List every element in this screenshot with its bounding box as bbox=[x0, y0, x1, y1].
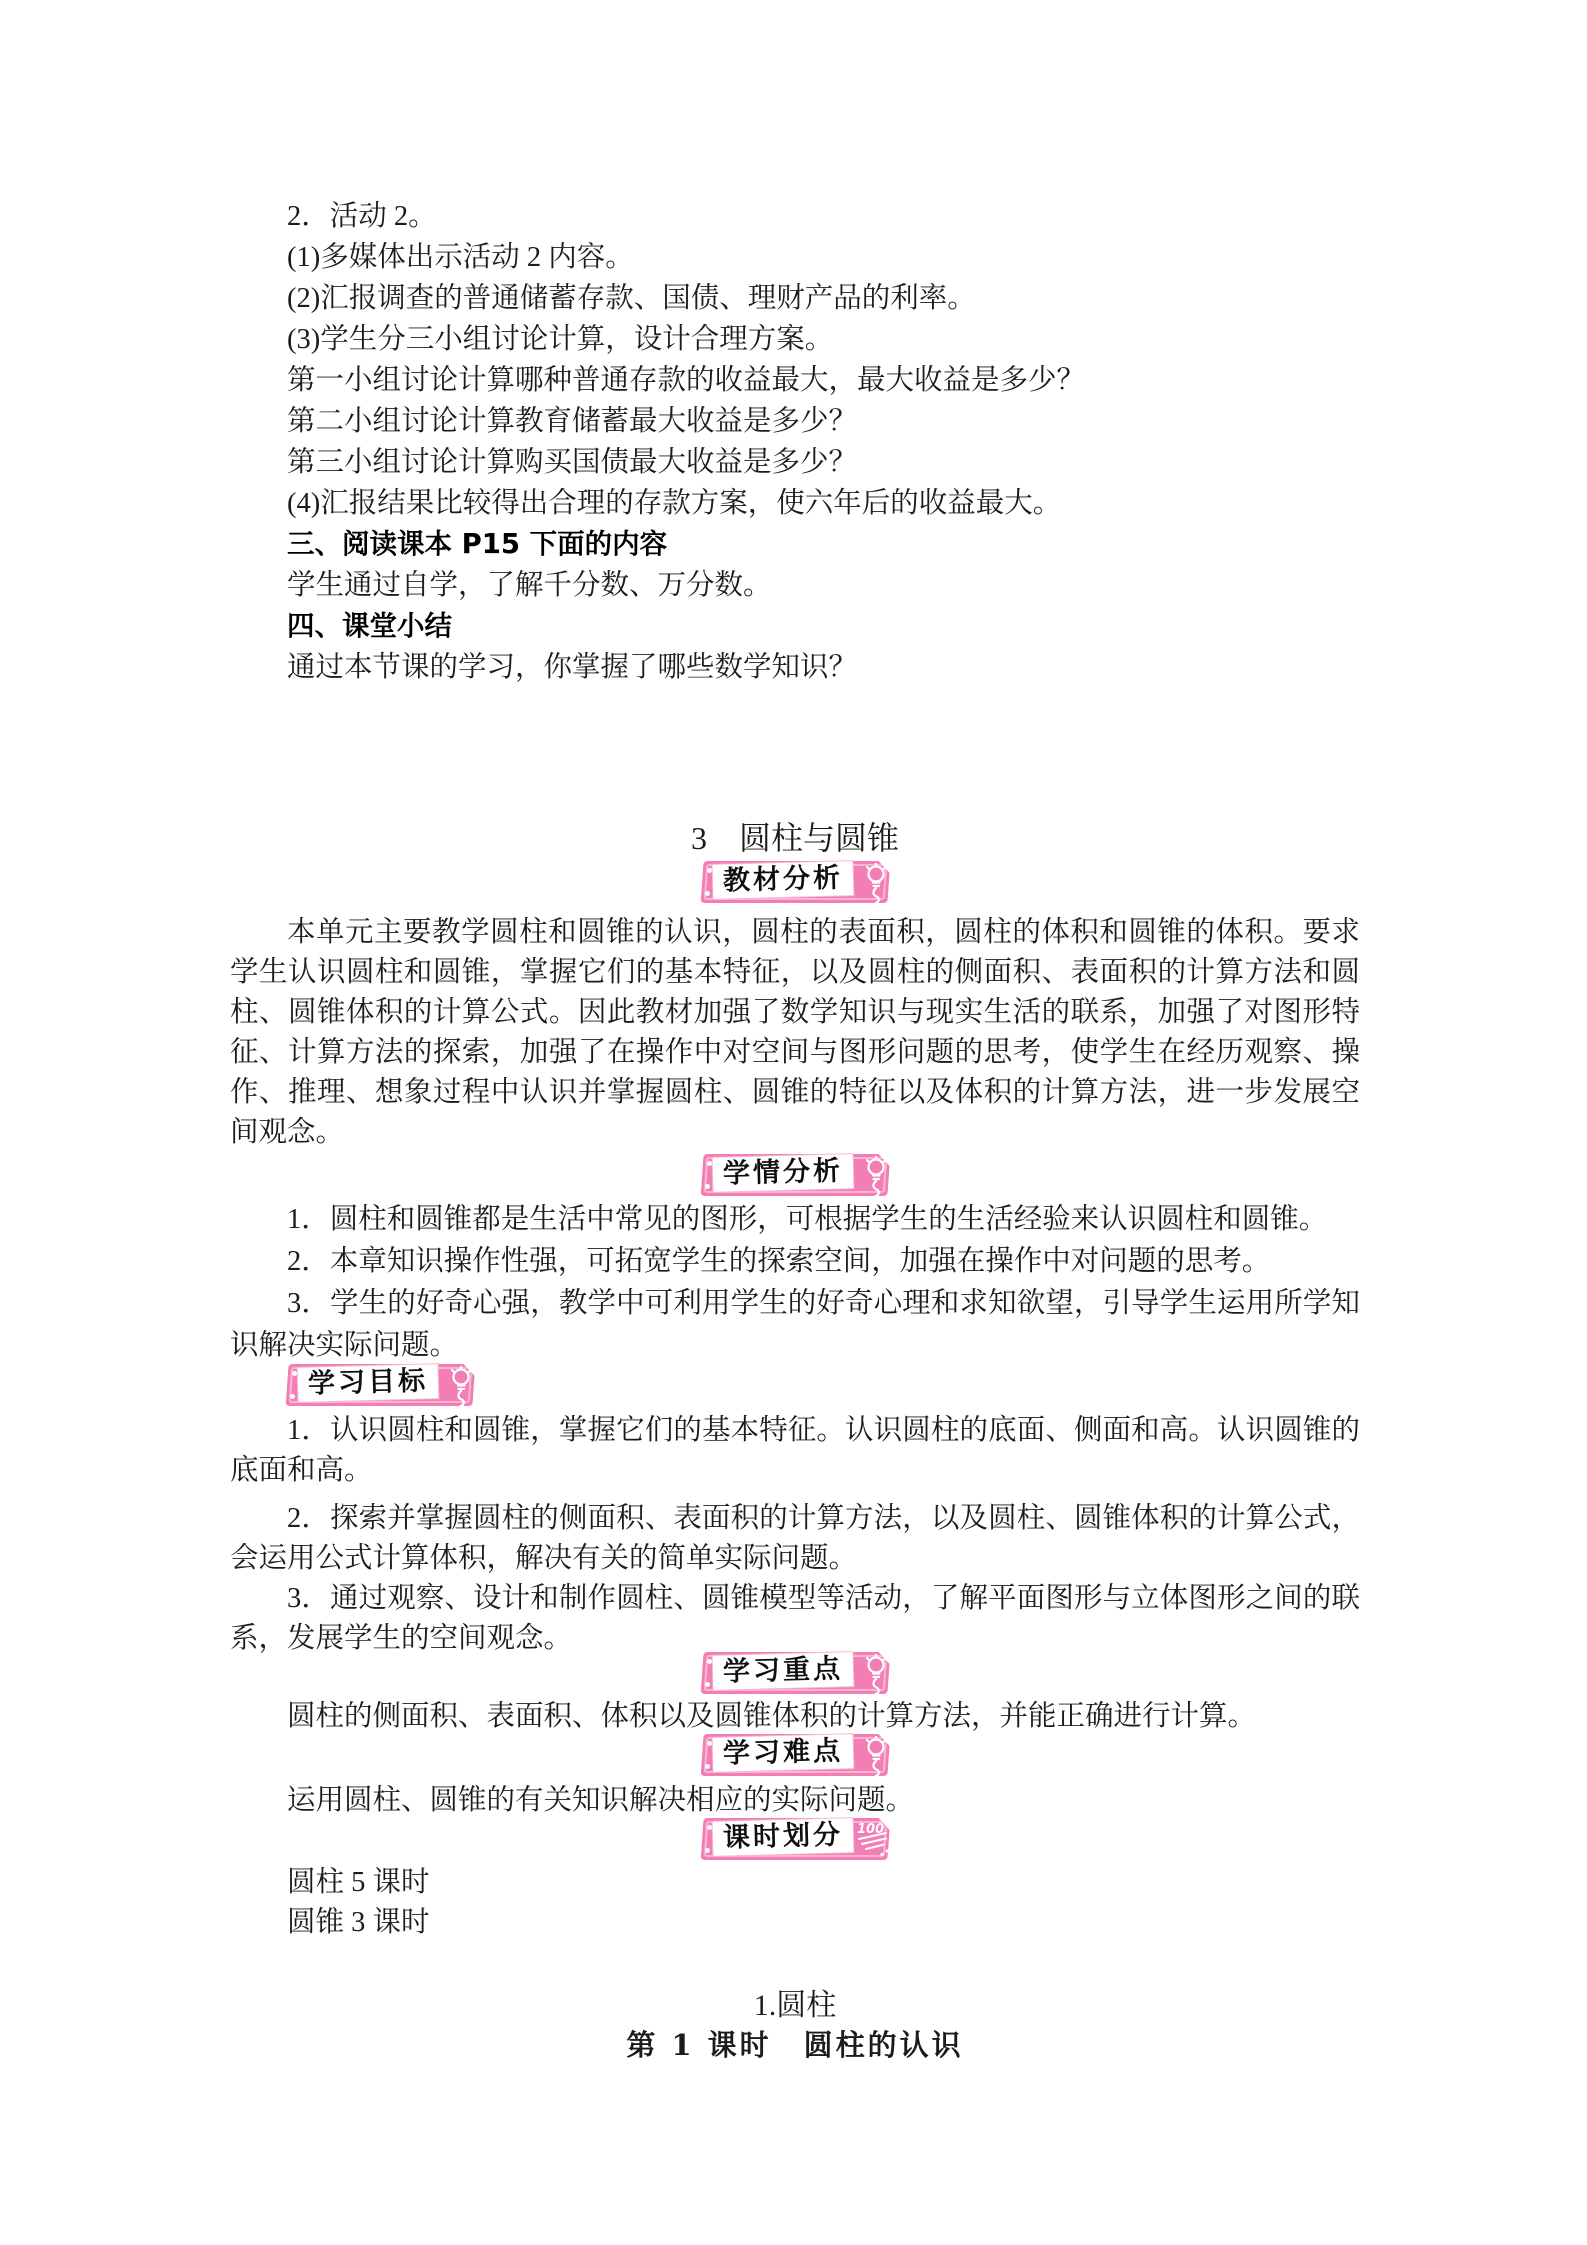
stamp-label: 学习重点 bbox=[712, 1652, 853, 1690]
stamp-row-schedule bbox=[230, 1815, 1360, 1861]
intro-line: 第二小组讨论计算教育储蓄最大收益是多少？ bbox=[287, 406, 858, 437]
stamp-label: 学习难点 bbox=[712, 1734, 853, 1772]
stamp-material-analysis bbox=[702, 858, 889, 904]
intro-line: 第三小组讨论计算购买国债最大收益是多少？ bbox=[287, 447, 858, 478]
svg-text:100: 100 bbox=[856, 1822, 884, 1837]
previous-lesson-block bbox=[230, 196, 1360, 688]
page-content bbox=[230, 0, 1360, 2062]
stamp-schedule bbox=[702, 1815, 889, 1861]
unit-title: 3 圆柱与圆锥 bbox=[690, 820, 899, 856]
score-100-icon bbox=[856, 1820, 892, 1862]
schedule-line: 圆柱 5 课时 bbox=[287, 1867, 430, 1898]
stamp-row-goals bbox=[230, 1361, 1360, 1407]
lightbulb-icon bbox=[862, 1654, 892, 1698]
stamp-learner-analysis bbox=[702, 1151, 889, 1197]
section-heading-line: 三、阅读课本 P15 下面的内容 bbox=[287, 528, 668, 560]
intro-line: (1)多媒体出示活动 2 内容。 bbox=[287, 242, 634, 273]
stamp-label: 课时划分 bbox=[712, 1818, 853, 1856]
stamp-row-material-analysis bbox=[230, 858, 1360, 904]
subunit-title: 1.圆柱 bbox=[753, 1989, 837, 2022]
intro-line: 通过本节课的学习，你掌握了哪些数学知识？ bbox=[287, 652, 858, 683]
goal-point: 2．探索并掌握圆柱的侧面积、表面积的计算方法，以及圆柱、圆锥体积的计算公式，会运用公式计算体积，解决有关的简单实际问题。 bbox=[230, 1503, 1360, 1574]
intro-line: (4)汇报结果比较得出合理的存款方案，使六年后的收益最大。 bbox=[287, 488, 1062, 519]
goal-point: 3．通过观察、设计和制作圆柱、圆锥模型等活动，了解平面图形与立体图形之间的联系，发展学生的空间观念。 bbox=[230, 1583, 1360, 1654]
goal-points bbox=[230, 1411, 1360, 1659]
intro-line: (2)汇报调查的普通储蓄存款、国债、理财产品的利率。 bbox=[287, 283, 976, 314]
intro-line: 2．活动 2。 bbox=[287, 201, 437, 232]
difficulty-text: 运用圆柱、圆锥的有关知识解决相应的实际问题。 bbox=[287, 1785, 915, 1816]
stamp-label: 学习目标 bbox=[298, 1364, 439, 1402]
stamp-difficulty bbox=[702, 1731, 889, 1777]
material-analysis-paragraph: 本单元主要教学圆柱和圆锥的认识，圆柱的表面积，圆柱的体积和圆锥的体积。要求学生认识圆柱和圆锥，掌握它们的基本特征，以及圆柱的侧面积、表面积的计算方法和圆柱、圆锥体积的计算公式。因此教材加强了数学知识与现实生活的联系，加强了对图形特征、计算方法的探索，加强了在操作中对空间与图形问题的思考，使学生在经历观察、操作、推理、想象过程中认识并掌握圆柱、圆锥的特征以及体积的计算方法，进一步发展空间观念。 bbox=[230, 917, 1360, 1148]
lightbulb-icon bbox=[447, 1366, 477, 1410]
learner-point: 2．本章知识操作性强，可拓宽学生的探索空间，加强在操作中对问题的思考。 bbox=[287, 1246, 1271, 1277]
stamp-label: 学情分析 bbox=[712, 1154, 853, 1192]
lightbulb-icon bbox=[862, 863, 892, 907]
intro-line: 第一小组讨论计算哪种普通存款的收益最大，最大收益是多少？ bbox=[287, 365, 1086, 396]
goal-point: 1．认识圆柱和圆锥，掌握它们的基本特征。认识圆柱的底面、侧面和高。认识圆锥的底面和高。 bbox=[230, 1415, 1360, 1486]
learner-point: 3．学生的好奇心强，教学中可利用学生的好奇心理和求知欲望，引导学生运用所学知识解决实际问题。 bbox=[230, 1288, 1360, 1361]
intro-line: (3)学生分三小组讨论计算，设计合理方案。 bbox=[287, 324, 834, 355]
stamp-goals bbox=[287, 1361, 474, 1407]
stamp-row-difficulty bbox=[230, 1731, 1360, 1777]
schedule-line: 圆锥 3 课时 bbox=[287, 1907, 430, 1938]
lesson-title: 第 1 课时 圆柱的认识 bbox=[626, 2028, 964, 2062]
key-points-text: 圆柱的侧面积、表面积、体积以及圆锥体积的计算方法，并能正确进行计算。 bbox=[287, 1701, 1257, 1732]
lightbulb-icon bbox=[862, 1736, 892, 1780]
learner-analysis-points bbox=[230, 1199, 1360, 1367]
lightbulb-icon bbox=[862, 1156, 892, 1200]
stamp-row-learner-analysis bbox=[230, 1151, 1360, 1197]
stamp-label: 教材分析 bbox=[712, 861, 853, 899]
learner-point: 1．圆柱和圆锥都是生活中常见的图形，可根据学生的生活经验来认识圆柱和圆锥。 bbox=[287, 1204, 1328, 1235]
intro-line: 学生通过自学，了解千分数、万分数。 bbox=[287, 570, 772, 601]
section-heading-line: 四、课堂小结 bbox=[287, 610, 452, 642]
schedule-lines bbox=[230, 1863, 1360, 1943]
stamp-key-points bbox=[702, 1649, 889, 1695]
